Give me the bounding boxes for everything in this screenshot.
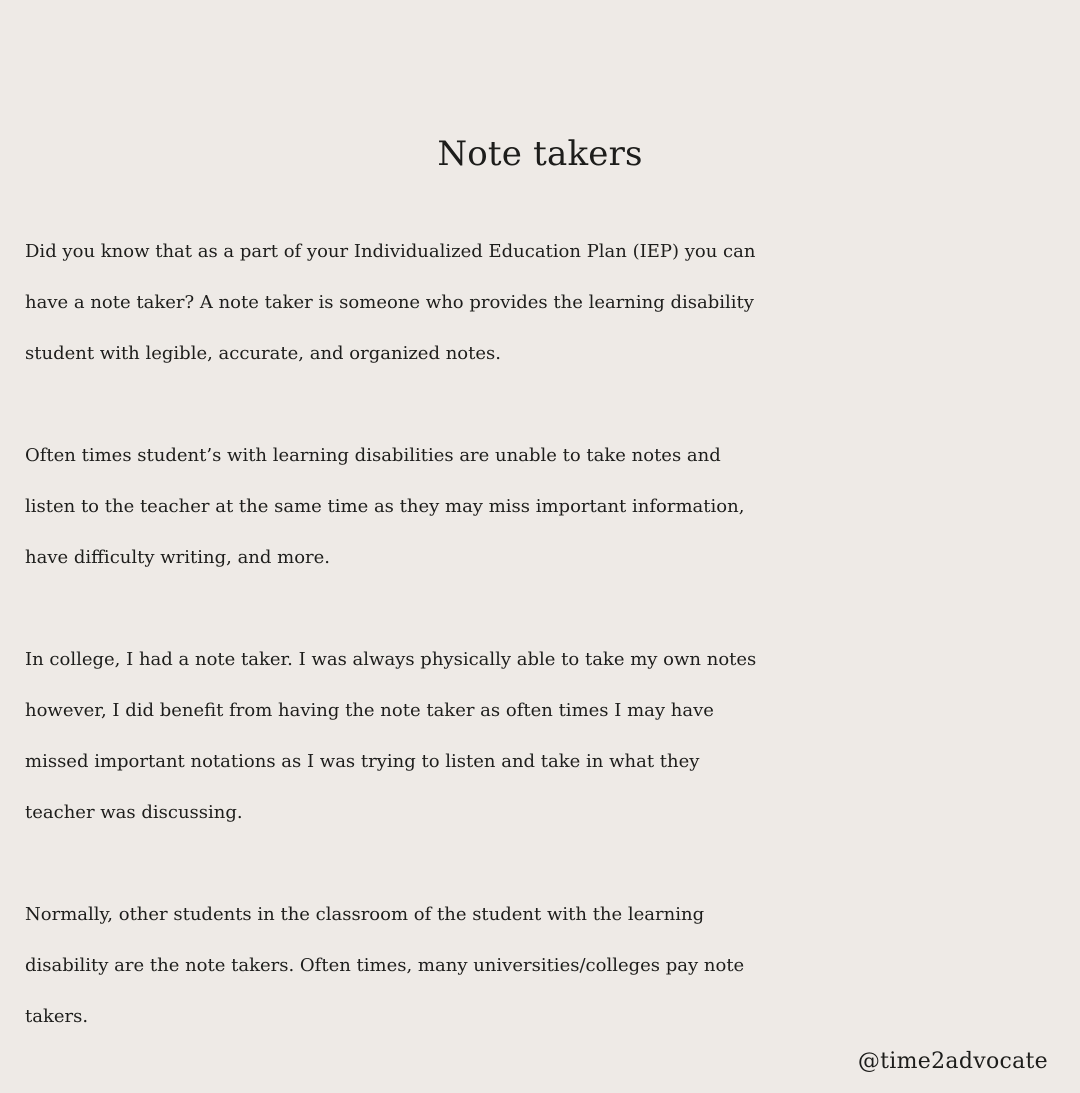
text-line: Normally, other students in the classroom of the student with the learning: [25, 904, 705, 925]
text-line: however, I did benefit from having the note taker as often times I may have: [25, 700, 714, 721]
text-line: have difficulty writing, and more.: [25, 547, 331, 568]
text-line: student with legible, accurate, and organized notes.: [25, 343, 501, 364]
paragraph-iep-note-taker: [25, 226, 1077, 379]
text-line: listen to the teacher at the same time as they may miss important information,: [25, 496, 745, 517]
text-line: Often times student’s with learning disabilities are unable to take notes and: [25, 445, 721, 466]
text-line: have a note taker? A note taker is someone who provides the learning disability: [25, 292, 754, 313]
text-line: takers.: [25, 1006, 89, 1027]
social-handle: @time2advocate: [857, 1049, 1048, 1074]
body-text: [25, 226, 1077, 1093]
text-line: disability are the note takers. Often times, many universities/colleges pay note: [25, 955, 745, 976]
text-line: Did you know that as a part of your Individualized Education Plan (IEP) you can: [25, 241, 756, 262]
paragraph-difficulties: [25, 430, 1077, 583]
paragraph-college-experience: [25, 634, 1077, 838]
page-title: Note takers: [437, 134, 643, 174]
text-line: missed important notations as I was trying to listen and take in what they: [25, 751, 700, 772]
text-line: teacher was discussing.: [25, 802, 243, 823]
text-line: In college, I had a note taker. I was always physically able to take my own notes: [25, 649, 757, 670]
paragraph-who-takes-notes: [25, 889, 1077, 1042]
